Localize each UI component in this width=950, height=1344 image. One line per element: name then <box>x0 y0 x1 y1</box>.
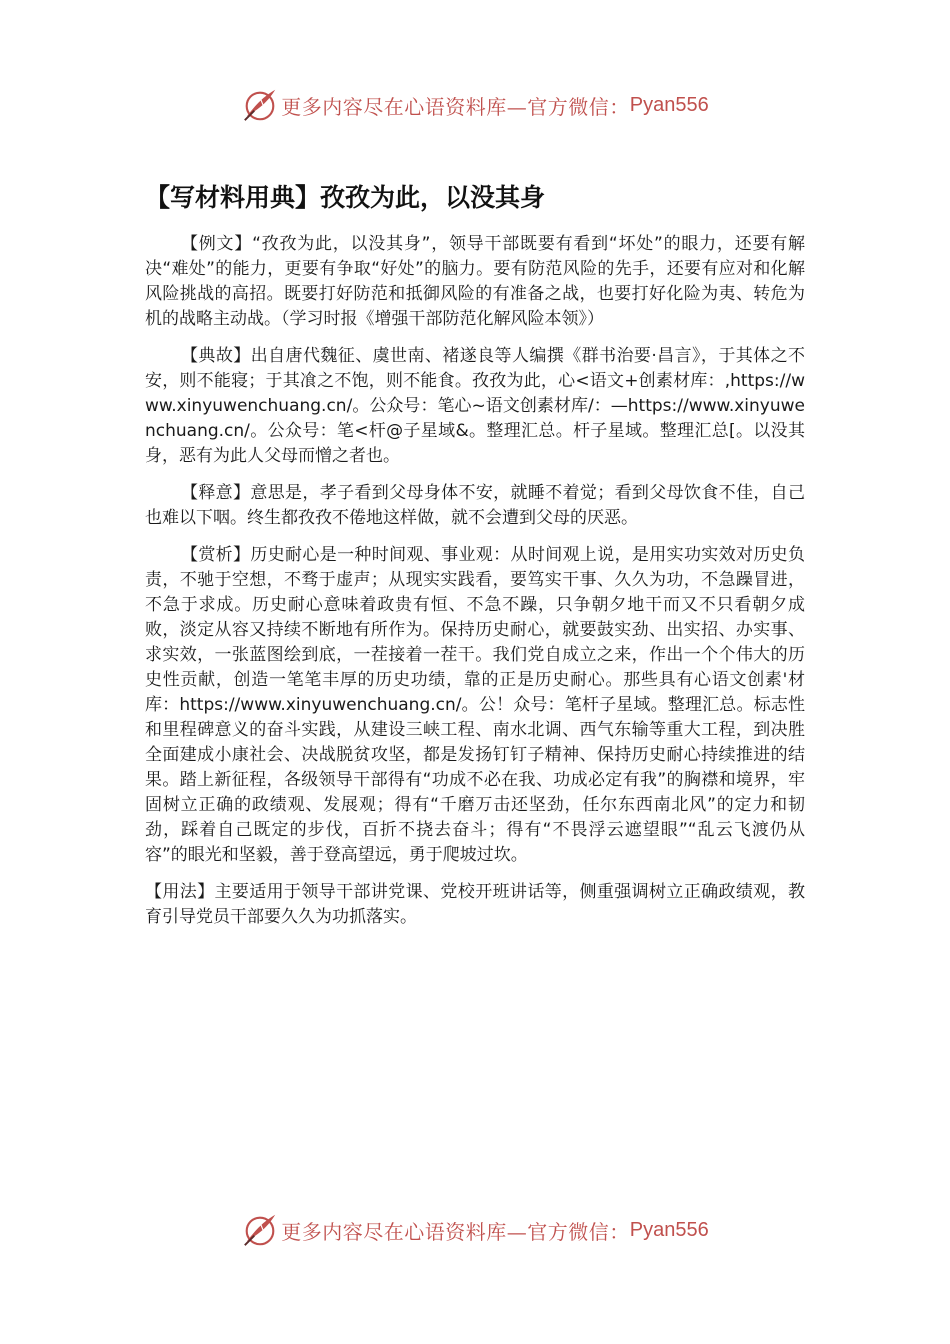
section-text: 出自唐代魏征、虞世南、褚遂良等人编撰《群书治要·昌言》，于其体之不安，则不能寝；于其飡之不饱，则不能食。孜孜为此，心<语文+创素材库：,https://www.xinyuwenchuang.cn/。公众号：笔心~语文创素材库/：—https://www.xinyuwenchuang.cn/。公众号：笔<杆@子星域&。整理汇总。杆子星域。整理汇总[。以没其身，恶有为此人父母而憎之者也。 <box>145 346 806 466</box>
section-tag: 【赏析】 <box>181 545 251 565</box>
banner-text: 更多内容尽在心语资料库—官方微信： <box>281 94 630 119</box>
paragraph-example <box>145 232 805 332</box>
paragraph-usage <box>145 880 805 930</box>
section-tag: 【用法】 <box>145 882 215 902</box>
page-title: 【写材料用典】孜孜为此，以没其身 <box>145 183 546 212</box>
section-text: 主要适用于领导干部讲党课、党校开班讲话等，侧重强调树立正确政绩观，教育引导党员干部要久久为功抓落实。 <box>145 882 806 927</box>
paragraph-appreciation <box>145 543 805 868</box>
header-banner <box>0 83 950 127</box>
paragraph-origin <box>145 344 805 469</box>
quill-pen-icon <box>241 1211 279 1249</box>
article-body <box>145 232 805 942</box>
banner-text: 更多内容尽在心语资料库—官方微信： <box>281 1219 630 1244</box>
wechat-id: Pyan556 <box>629 1218 709 1241</box>
section-text: 历史耐心是一种时间观、事业观：从时间观上说，是用实功实效对历史负责，不驰于空想，不骛于虚声；从现实实践看，要笃实干事、久久为功，不急躁冒进，不急于求成。历史耐心意味着政贵有恒、不急不躁，只争朝夕地干而又不只看朝夕成败，淡定从容又持续不断地有所作为。保持历史耐心，就要鼓实劲、出实招、办实事、求实效，一张蓝图绘到底，一茬接着一茬干。我们党自成立之来，作出一个个伟大的历史性贡献，创造一笔笔丰厚的历史功绩，靠的正是历史耐心。那些具有心语文创素'材库：https://www.xinyuwenchuang.cn/。公！众号：笔杆子星域。整理汇总。标志性和里程碑意义的奋斗实践，从建设三峡工程、南水北调、西气东输等重大工程，到决胜全面建成小康社会、决战脱贫攻坚，都是发扬钉钉子精神、保持历史耐心持续推进的结果。踏上新征程，各级领导干部得有“功成不必在我、功成必定有我”的胸襟和境界，牢固树立正确的政绩观、发展观；得有“千磨万击还坚劲，任尔东西南北风”的定力和韧劲，踩着自己既定的步伐，百折不挠去奋斗；得有“不畏浮云遮望眼”“乱云飞渡仍从容”的眼光和坚毅，善于登高望远，勇于爬坡过坎。 <box>145 545 806 865</box>
quill-pen-icon <box>241 86 279 124</box>
section-tag: 【例文】 <box>181 234 253 254</box>
footer-banner <box>0 1208 950 1252</box>
paragraph-meaning <box>145 481 805 531</box>
section-text: 意思是，孝子看到父母身体不安，就睡不着觉；看到父母饮食不佳，自己也难以下咽。终生都孜孜不倦地这样做，就不会遭到父母的厌恶。 <box>145 483 806 528</box>
wechat-id: Pyan556 <box>629 93 709 116</box>
section-tag: 【释意】 <box>181 483 251 503</box>
section-text: “孜孜为此，以没其身”，领导干部既要有看到“坏处”的眼力，还要有解决“难处”的能力，更要有争取“好处”的脑力。要有防范风险的先手，还要有应对和化解风险挑战的高招。既要打好防范和抵御风险的有准备之战，也要打好化险为夷、转危为机的战略主动战。（学习时报《增强干部防范化解风险本领》） <box>145 234 806 329</box>
section-tag: 【典故】 <box>181 346 251 366</box>
